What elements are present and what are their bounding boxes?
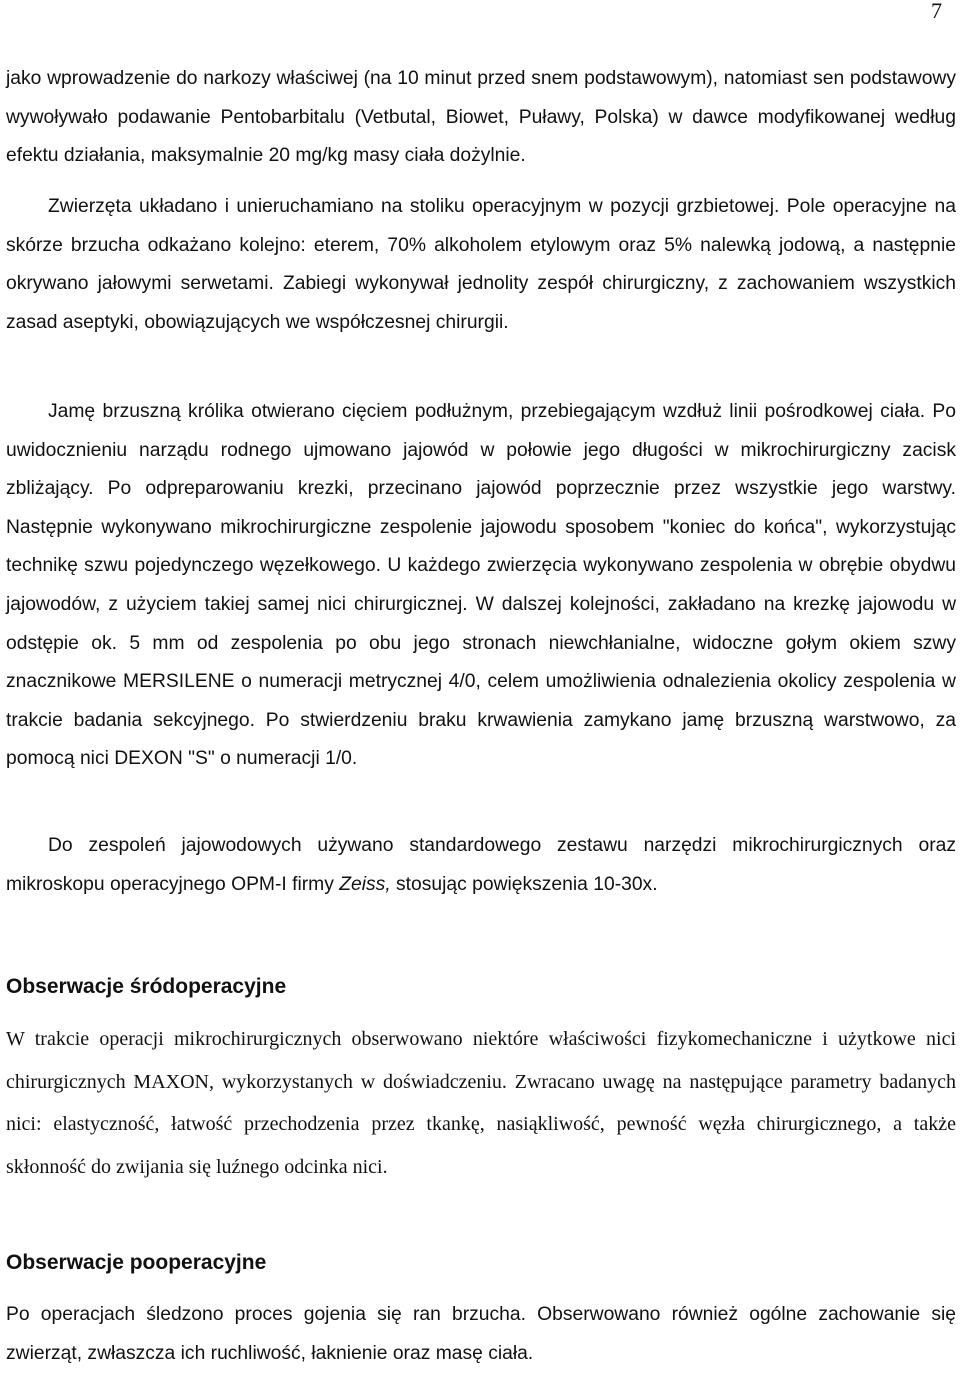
page-number: 7 [931,0,942,23]
paragraph-instruments [6,827,956,904]
paragraph-intraoperative: W trakcie operacji mikrochirurgicznych obserwowano niektóre właściwości fizykomechaniczne i użytkowe nici chirurgicznych MAXON, wykorzystanych w doświadczeniu. Zwracano uwagę na następujące parametry badanych nici: elastyczność, łatwość przechodzenia przez tkankę, nasiąkliwość, pewność węzła chirurgicznego, a także skłonność do zwijania się luźnego odcinka nici. [6,1028,956,1178]
instruments-text: Do zespoleń jajowodowych używano standardowego zestawu narzędzi mikrochirurgicznych oraz mikroskopu operacyjnego OPM-I firmy [6,835,956,895]
paragraph-positioning: Zwierzęta układano i unieruchamiano na stoliku operacyjnym w pozycji grzbietowej. Pole operacyjne na skórze brzucha odkażano kolejno: eterem, 70% alkoholem etylowym oraz 5% nalewką jodową, a następnie okrywano jałowymi serwetami. Zabiegi wykonywał jednolity zespół chirurgiczny, z zachowaniem wszystkich zasad aseptyki, obowiązujących we współczesnej chirurgii. [6,196,956,333]
instruments-brand: Zeiss, [339,873,391,895]
paragraph-procedure: Jamę brzuszną królika otwierano cięciem podłużnym, przebiegającym wzdłuż linii pośrodkowej ciała. Po uwidocznieniu narządu rodnego ujmowano jajowód w połowie jego długości w mikrochirurgiczny zacisk zbliżający. Po odpreparowaniu krezki, przecinano jajowód poprzecznie przez wszystkie jego warstwy. Następnie wykonywano mikrochirurgiczne zespolenie jajowodu sposobem "koniec do końca", wykorzystując technikę szwu pojedynczego węzełkowego. U każdego zwierzęcia wykonywano zespolenia w obrębie obydwu jajowodów, z użyciem takiej samej nici chirurgicznej. W dalszej kolejności, zakładano na krezkę jajowodu w odstępie ok. 5 mm od zespolenia po obu jego stronach niewchłanialne, widoczne gołym okiem szwy znacznikowe MERSILENE o numeracji metrycznej 4/0, celem umożliwienia odnalezienia okolicy zespolenia w trakcie badania sekcyjnego. Po stwierdzeniu braku krwawienia zamykano jamę brzuszną warstwowo, za pomocą nici DEXON "S" o numeracji 1/0. [6,401,956,770]
paragraph-postoperative: Po operacjach śledzono proces gojenia się ran brzucha. Obserwowano również ogólne zachowanie się zwierząt, zwłaszcza ich ruchliwość, łaknienie oraz masę ciała. [6,1304,956,1364]
paragraph-anesthesia: jako wprowadzenie do narkozy właściwej (na 10 minut przed snem podstawowym), natomiast sen podstawowy wywoływało podawanie Pentobarbitalu (Vetbutal, Biowet, Puławy, Polska) w dawce modyfikowanej według efektu działania, maksymalnie 20 mg/kg masy ciała dożylnie. [6,68,956,167]
section-heading-intraoperative: Obserwacje śródoperacyjne [6,975,287,998]
instruments-text-end: stosując powiększenia 10-30x. [390,873,658,895]
section-heading-postoperative: Obserwacje pooperacyjne [6,1251,267,1274]
